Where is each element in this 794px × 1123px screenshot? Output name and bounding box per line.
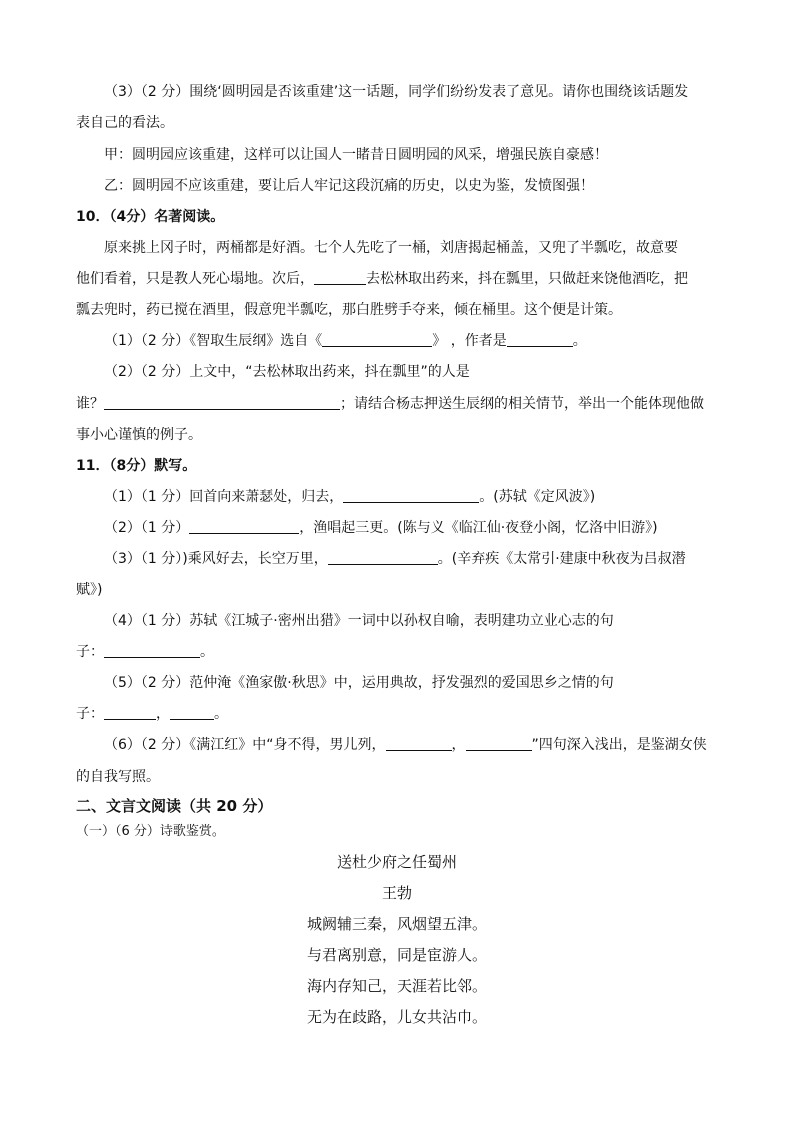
person-blank[interactable]: [104, 395, 340, 410]
author-blank[interactable]: [507, 332, 573, 347]
q11-s6-line1: [104, 735, 707, 755]
q11-s5-line1: （5）（2 分）范仲淹《渔家傲·秋思》中，运用典故，抒发强烈的爱国思乡之情的句: [104, 675, 614, 691]
q11-s3-text-b: 。(辛弃疾《太常引·建康中秋夜为吕叔潜: [437, 551, 686, 567]
q10-heading: 10．（4分）名著阅读。: [76, 209, 225, 225]
q10-sub1-text-c: 。: [572, 333, 587, 349]
q11-s1: [104, 487, 595, 507]
q11-s5-text-c: ，: [156, 706, 170, 722]
q11-s6-text-c: ”四句深入浅出，是鉴湖女侠: [531, 737, 707, 753]
q11-s3: [104, 549, 686, 569]
q11-s3-line2: 赋》): [76, 582, 103, 598]
q10-passage-line1: 原来挑上冈子时，两桶都是好酒。七个人先吃了一桶，刘唐揭起桶盖，又兜了半瓢吃，故意要: [104, 240, 678, 256]
q10-passage-line3: 瓢去兜时，药已搅在酒里，假意兜半瓢吃，那白胜劈手夺来，倾在桶里。这个便是计策。: [76, 302, 622, 318]
opinion-jia: 甲：圆明园应该重建，这样可以让国人一睹昔日圆明园的风采，增强民族自豪感！: [104, 147, 608, 163]
recite-blank-2[interactable]: [189, 519, 299, 534]
opinion-yi: 乙：圆明园不应该重建，要让后人牢记这段沉痛的历史，以史为鉴，发愤图强！: [104, 178, 594, 194]
q11-s1-text-a: （1）（1 分）回首向来萧瑟处，归去，: [104, 489, 344, 505]
q11-s4-line1: （4）（1 分）苏轼《江城子·密州出猎》一词中以孙权自喻，表明建功立业心志的句: [104, 613, 614, 629]
q10-sub2-line1: （2）（2 分）上文中，“去松林取出药来，抖在瓢里”的人是: [104, 364, 470, 380]
q10-sub2-text-b: 谁？: [76, 396, 104, 412]
q10-sub2-line2: [76, 394, 704, 414]
recite-blank-5b[interactable]: [170, 705, 214, 720]
book-title-blank[interactable]: [322, 332, 432, 347]
poem-line: 城阙辅三秦，风烟望五津。: [306, 915, 487, 933]
q10-sub1: [104, 331, 587, 351]
section-heading: 二、文言文阅读（共 20 分）: [76, 797, 273, 815]
q11-s4-text-c: 。: [200, 644, 214, 660]
recite-blank-5a[interactable]: [104, 705, 156, 720]
q10-sub2-text-c: ；请结合杨志押送生辰纲的相关情节，举出一个能体现他做: [340, 396, 704, 412]
recite-blank-4[interactable]: [104, 643, 200, 658]
q11-s4-text-b: 子：: [76, 644, 104, 660]
q11-s2-text-b: ，渔唱起三更。(陈与义《临江仙·夜登小阁，忆洛中旧游》): [299, 520, 658, 536]
q11-heading: 11．（8分）默写。: [76, 458, 197, 474]
q9-3-prompt-line1: （3）（2 分）围绕‘圆明园是否该重建’这一话题，同学们纷纷发表了意见。请你也围绕该话题发: [104, 84, 689, 100]
answer-blank[interactable]: [314, 270, 366, 285]
q11-s6-text-b: ，: [451, 737, 466, 753]
recite-blank-1[interactable]: [343, 488, 479, 503]
poem-title: 送杜少府之任蜀州: [336, 853, 457, 871]
poem-line: 海内存知己，天涯若比邻。: [306, 977, 487, 995]
q9-3-prompt-line2: 表自己的看法。: [76, 115, 174, 131]
sub-section-heading: （一）（6 分）诗歌鉴赏。: [76, 824, 225, 839]
q11-s3-text-a: （3）（1 分）)乘风好去，长空万里，: [104, 551, 328, 567]
q11-s6-text-a: （6）（2 分）《满江红》中“身不得，男儿列，: [104, 737, 386, 753]
poem-line: 无为在歧路，儿女共沾巾。: [306, 1008, 487, 1026]
recite-blank-3[interactable]: [328, 550, 438, 565]
q10-sub2-line3: 事小心谨慎的例子。: [76, 427, 202, 443]
q11-s5-text-d: 。: [214, 706, 228, 722]
q11-s1-text-b: 。(苏轼《定风波》): [479, 489, 596, 505]
poem-author: 王勃: [381, 884, 412, 902]
q11-s5-line2: [76, 704, 228, 724]
q10-sub1-text-a: （1）（2 分）《智取生辰纲》选自《: [104, 333, 323, 349]
recite-blank-6b[interactable]: [466, 736, 532, 751]
q10-passage-line2-text: 他们看着，只是教人死心塌地。次后，: [76, 271, 314, 287]
q10-passage-line2-rest: 去松林取出药来，抖在瓢里，只做赶来饶他酒吃，把: [366, 271, 688, 287]
q10-sub1-text-b: 》 ，作者是: [432, 333, 507, 349]
q11-s2-text-a: （2）（1 分）: [104, 520, 190, 536]
poem-line: 与君离别意，同是宦游人。: [306, 946, 487, 964]
q11-s5-text-b: 子：: [76, 706, 104, 722]
q11-s2: [104, 518, 658, 538]
q11-s4-line2: [76, 642, 214, 662]
q10-passage-line2: [76, 269, 688, 289]
q11-s6-line2: 的自我写照。: [76, 769, 160, 785]
recite-blank-6a[interactable]: [386, 736, 452, 751]
